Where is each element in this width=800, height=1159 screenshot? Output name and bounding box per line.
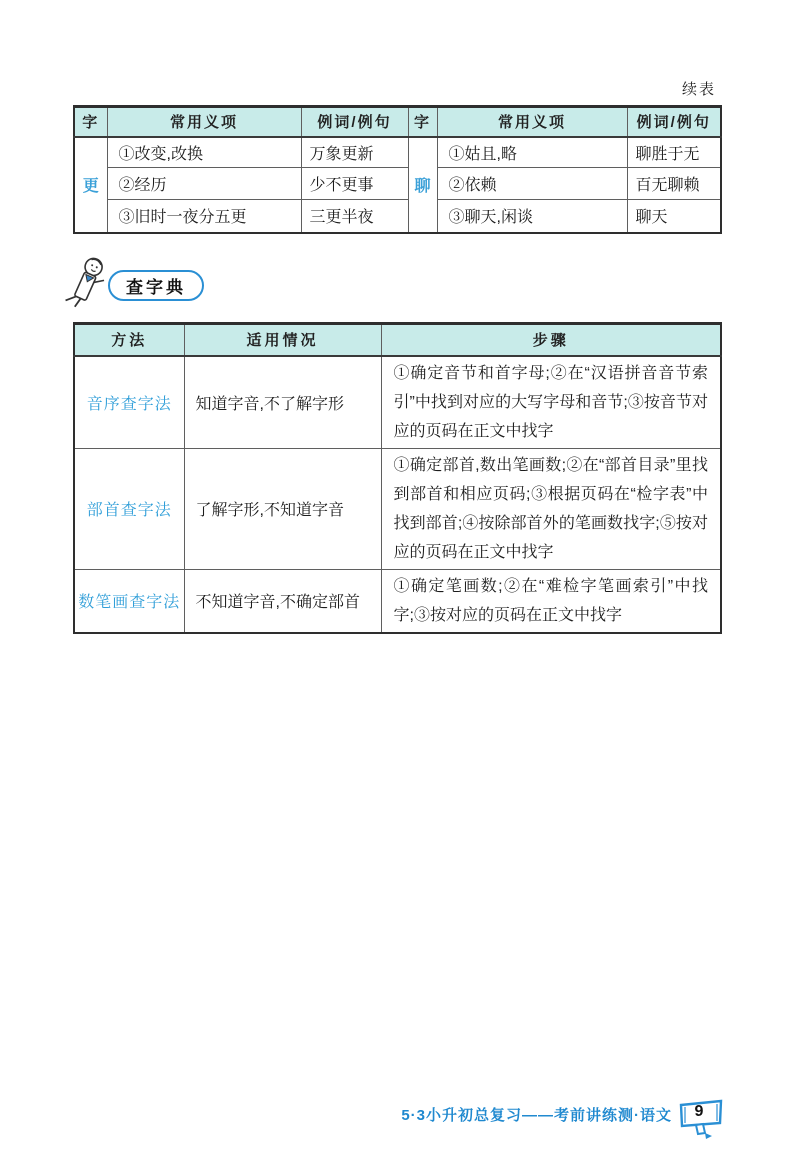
table-row [74, 356, 721, 449]
table-header-row [74, 107, 721, 137]
table-row [74, 448, 721, 569]
table-header-row [74, 324, 721, 356]
col-header-char2: 字 [408, 107, 437, 137]
situation-cell: 不知道字音,不确定部首 [184, 569, 381, 633]
character-geng: 更 [74, 137, 107, 233]
col-header-meanings: 常用义项 [107, 107, 301, 137]
situation-cell: 知道字音,不了解字形 [184, 356, 381, 449]
example-cell: 三更半夜 [301, 200, 408, 233]
meaning-cell: ②经历 [107, 168, 301, 200]
steps-cell: ①确定音节和首字母;②在“汉语拼音音节索引”中找到对应的大写字母和音节;③按音节对应的页码在正文中找字 [381, 356, 721, 449]
situation-cell: 了解字形,不知道字音 [184, 448, 381, 569]
col-header-examples2: 例词/例句 [627, 107, 721, 137]
example-cell: 聊胜于无 [627, 137, 721, 168]
method-name: 音序查字法 [74, 356, 184, 449]
steps-cell: ①确定部首,数出笔画数;②在“部首目录”里找到部首和相应页码;③根据页码在“检字表”中找到部首;④按除部首外的笔画数找字;⑤按对应的页码在正文中找字 [381, 448, 721, 569]
col-header-examples: 例词/例句 [301, 107, 408, 137]
col-header-method: 方法 [74, 324, 184, 356]
table-row [74, 200, 721, 233]
example-cell: 聊天 [627, 200, 721, 233]
section-badge-dictionary: 查字典 [108, 270, 204, 301]
method-name: 部首查字法 [74, 448, 184, 569]
example-cell: 少不更事 [301, 168, 408, 200]
steps-cell: ①确定笔画数;②在“难检字笔画索引”中找字;③按对应的页码在正文中找字 [381, 569, 721, 633]
col-header-char: 字 [74, 107, 107, 137]
meaning-cell: ①姑且,略 [437, 137, 627, 168]
meaning-cell: ①改变,改换 [107, 137, 301, 168]
table-row [74, 569, 721, 633]
continued-table-label: 续表 [681, 81, 716, 98]
col-header-situation: 适用情况 [184, 324, 381, 356]
character-meanings-table [73, 105, 722, 234]
meaning-cell: ③聊天,闲谈 [437, 200, 627, 233]
meaning-cell: ③旧时一夜分五更 [107, 200, 301, 233]
example-cell: 百无聊赖 [627, 168, 721, 200]
method-name: 数笔画查字法 [74, 569, 184, 633]
col-header-meanings2: 常用义项 [437, 107, 627, 137]
footer-series-title: 5·3小升初总复习——考前讲练测·语文 [401, 1107, 672, 1124]
table-row [74, 137, 721, 168]
example-cell: 万象更新 [301, 137, 408, 168]
dictionary-methods-table [73, 322, 722, 634]
character-liao: 聊 [408, 137, 437, 233]
page-number-badge [676, 1096, 726, 1142]
page-number: 9 [694, 1103, 704, 1120]
meaning-cell: ②依赖 [437, 168, 627, 200]
pencil-mascot-icon [62, 254, 114, 314]
col-header-steps: 步骤 [381, 324, 721, 356]
table-row [74, 168, 721, 200]
